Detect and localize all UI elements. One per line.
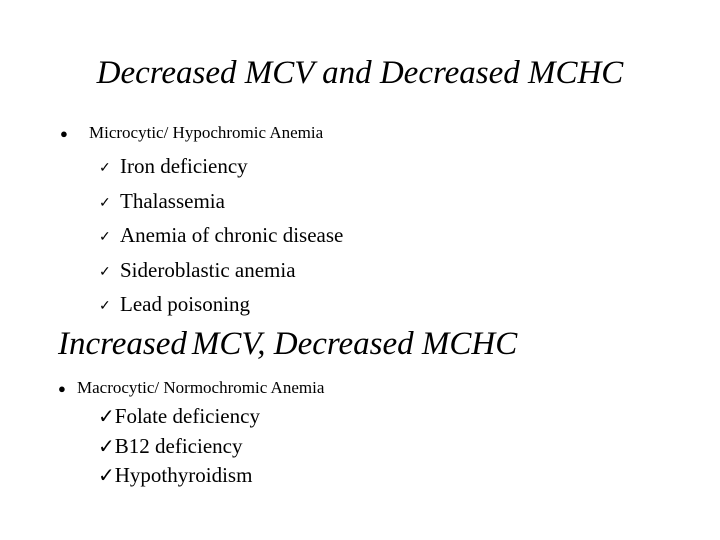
list-item-label: Anemia of chronic disease xyxy=(120,223,344,247)
section-2-list xyxy=(98,401,260,490)
section-2-bullet xyxy=(58,377,324,400)
section-1-list xyxy=(99,151,343,324)
bullet-dot-icon: ● xyxy=(60,126,68,141)
list-item-label: B12 deficiency xyxy=(114,433,243,458)
check-icon: ✓ xyxy=(99,230,111,245)
list-item xyxy=(99,151,343,186)
list-item-label: Folate deficiency xyxy=(114,404,260,428)
check-icon: ✓ xyxy=(98,435,115,458)
section-1-title: Decreased MCV and Decreased MCHC xyxy=(96,55,624,91)
list-item xyxy=(99,255,343,290)
list-item xyxy=(99,289,343,324)
check-icon: ✓ xyxy=(99,195,111,211)
list-item-label: Sideroblastic anemia xyxy=(120,257,296,282)
section-2-title-part-2: MCV, Decreased MCHC xyxy=(191,326,518,362)
list-item xyxy=(99,220,343,255)
list-item xyxy=(99,186,343,221)
check-icon: ✓ xyxy=(98,465,115,487)
list-item-label: Thalassemia xyxy=(120,188,225,213)
section-2-title xyxy=(58,324,517,364)
section-2-title-part-1: Increased xyxy=(58,326,187,362)
section-2-bullet-label: Macrocytic/ Normochromic Anemia xyxy=(77,378,325,397)
section-1-bullet xyxy=(60,122,323,145)
check-icon: ✓ xyxy=(98,406,115,428)
list-item-label: Hypothyroidism xyxy=(114,463,253,487)
check-icon: ✓ xyxy=(99,161,111,176)
check-icon: ✓ xyxy=(99,299,111,314)
list-item xyxy=(98,460,260,490)
list-item-label: Iron deficiency xyxy=(120,154,248,178)
section-1-bullet-label: Microcytic/ Hypochromic Anemia xyxy=(89,123,324,142)
list-item xyxy=(98,401,260,431)
list-item xyxy=(98,431,260,461)
bullet-dot-icon: ● xyxy=(58,381,66,396)
check-icon: ✓ xyxy=(99,264,111,280)
list-item-label: Lead poisoning xyxy=(120,292,251,316)
